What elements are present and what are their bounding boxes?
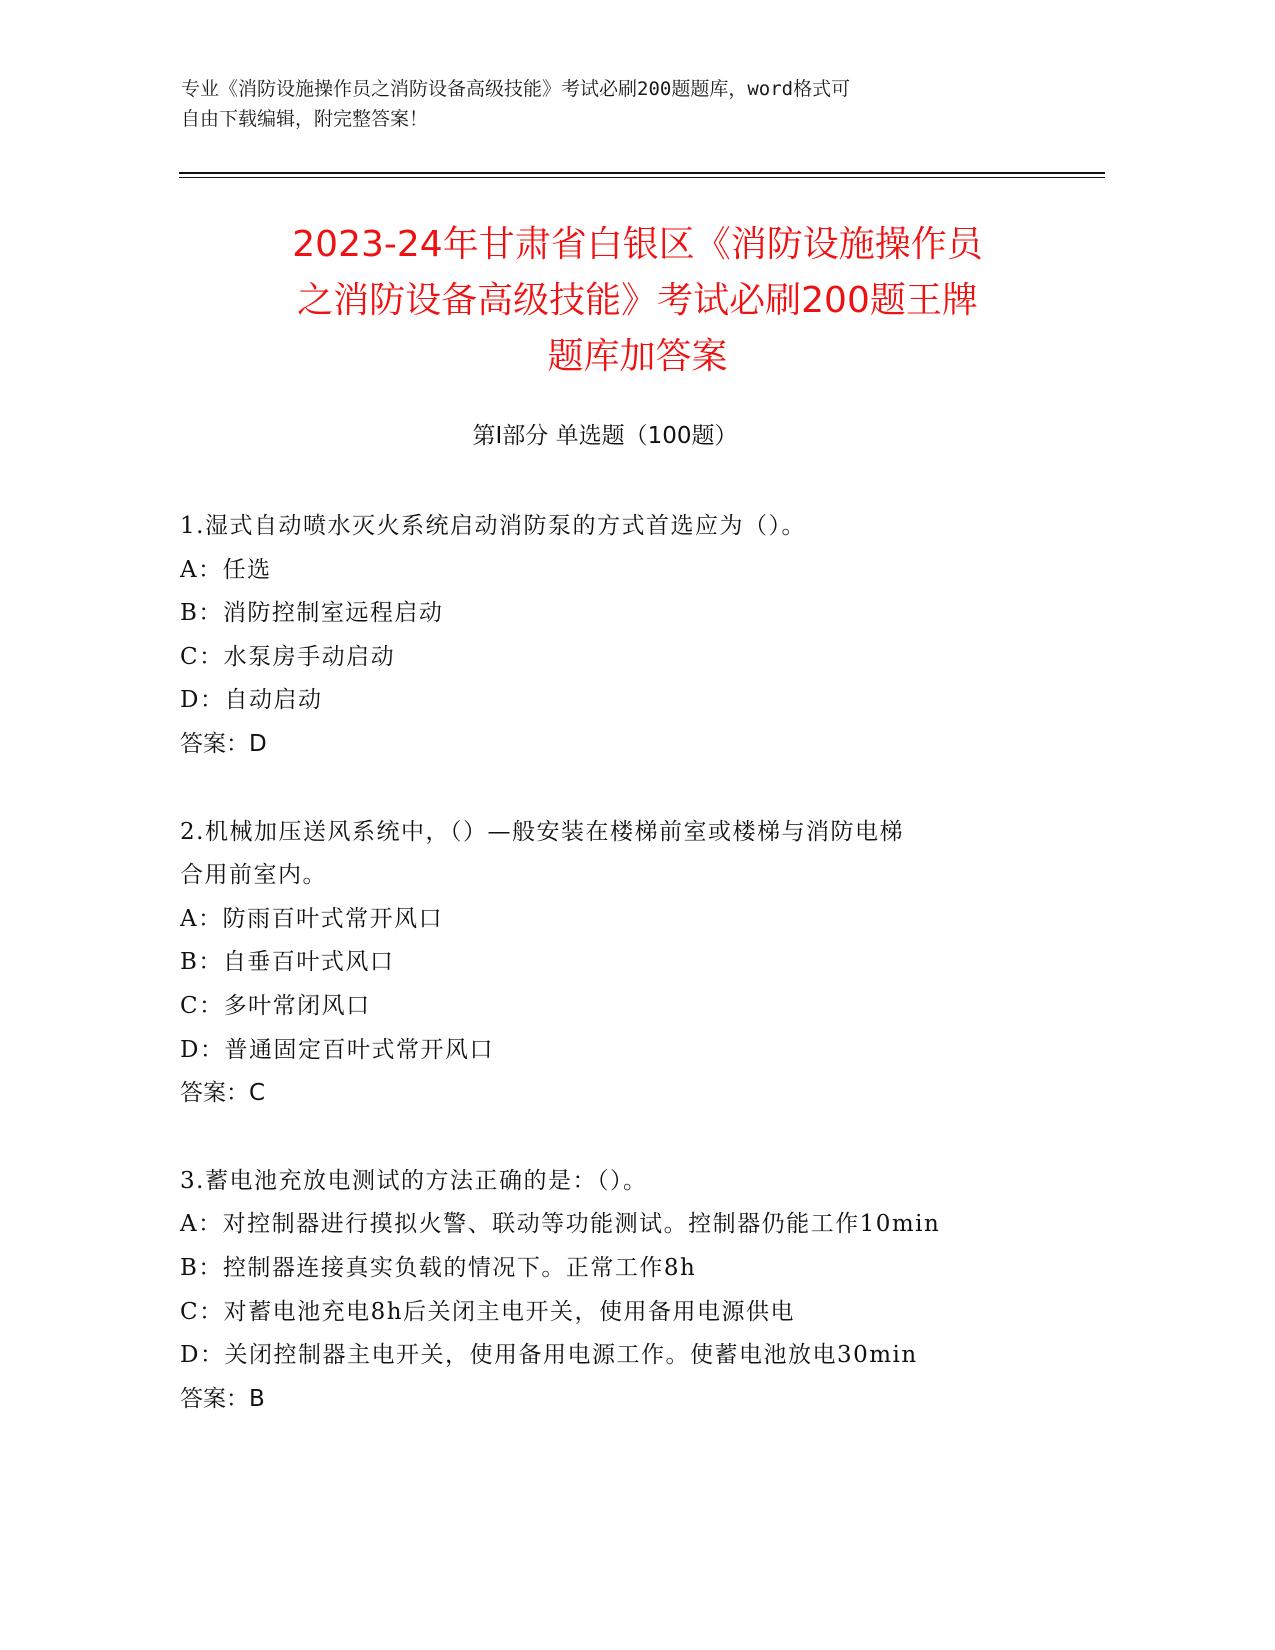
option-c: C：对蓄电池充电8h后关闭主电开关，使用备用电源供电 (180, 1298, 796, 1325)
question-item (180, 1160, 1030, 1422)
section-title: 第I部分 单选题（100题） (472, 423, 738, 449)
option-a: A：任选 (180, 556, 272, 583)
question-item (180, 811, 1030, 1116)
option-b: B：控制器连接真实负载的情况下。正常工作8h (180, 1254, 697, 1281)
answer-line: 答案：C (180, 1080, 266, 1107)
answer-line: 答案：B (180, 1385, 265, 1412)
question-stem: 3.蓄电池充放电测试的方法正确的是：（）。 (180, 1167, 648, 1194)
option-b: B：消防控制室远程启动 (180, 600, 444, 627)
header-divider-thick (179, 172, 1105, 174)
question-stem: 2.机械加压送风系统中，（）—般安装在楼梯前室或楼梯与消防电梯 (180, 818, 904, 845)
header-note (181, 74, 1031, 134)
header-note-line: 专业《消防设施操作员之消防设备高级技能》考试必刷200题题库，word格式可 (181, 78, 851, 100)
option-a: A：对控制器进行摸拟火警、联动等功能测试。控制器仍能工作10min (180, 1211, 941, 1238)
header-divider-thin (179, 177, 1105, 178)
option-c: C：多叶常闭风口 (180, 992, 371, 1019)
header-note-line: 自由下载编辑，附完整答案！ (181, 108, 429, 130)
document-title-line: 之消防设备高级技能》考试必刷200题王牌 (297, 280, 978, 321)
option-d: D：普通固定百叶式常开风口 (180, 1036, 494, 1063)
option-a: A：防雨百叶式常开风口 (180, 905, 444, 932)
document-title-line: 题库加答案 (547, 336, 728, 377)
answer-line: 答案：D (180, 730, 267, 757)
document-title-line: 2023-24年甘肃省白银区《消防设施操作员 (292, 224, 983, 265)
question-list (180, 505, 1030, 1465)
question-stem-continued: 合用前室内。 (180, 862, 327, 889)
document-title (170, 217, 1105, 385)
option-d: D：关闭控制器主电开关，使用备用电源工作。使蓄电池放电30min (180, 1342, 918, 1369)
option-d: D：自动启动 (180, 687, 323, 714)
question-stem: 1.湿式自动喷水灭火系统启动消防泵的方式首选应为（）。 (180, 513, 806, 539)
option-c: C：水泵房手动启动 (180, 643, 396, 670)
option-b: B：自垂百叶式风口 (180, 949, 395, 976)
question-item (180, 505, 1030, 767)
